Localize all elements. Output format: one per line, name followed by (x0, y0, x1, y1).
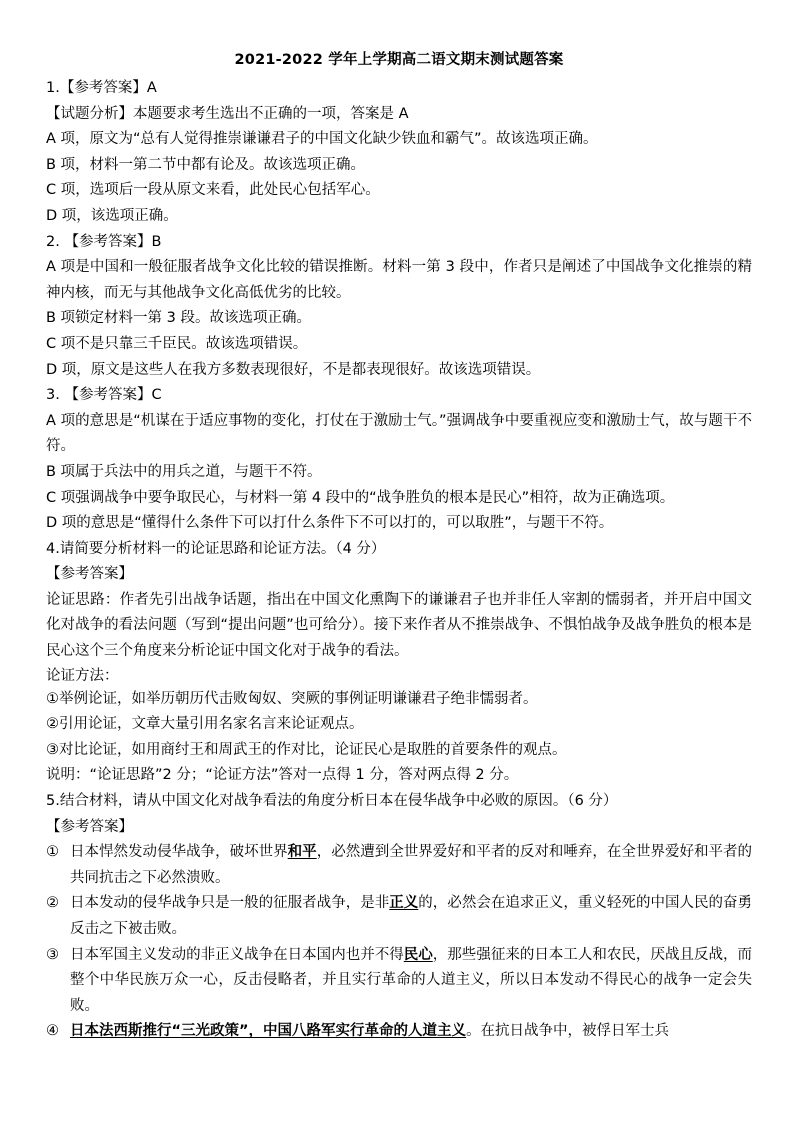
point-text (70, 891, 752, 942)
q5-point-3 (46, 943, 752, 1020)
point-text (70, 840, 752, 891)
q3-option-a: A 项的意思是“机谋在于适应事物的变化，打仗在于激励士气。”强调战争中要重视应变和激励士气，故与题干不符。 (46, 412, 752, 455)
q3-option-c: C 项强调战争中要争取民心，与材料一第 4 段中的“战争胜负的根本是民心”相符，故为正确选项。 (46, 489, 675, 506)
q1-option-d: D 项，该选项正确。 (46, 207, 178, 224)
q2-answer: 2. 【参考答案】B (46, 233, 162, 250)
q3-answer: 3. 【参考答案】C (46, 387, 162, 404)
q5-question: 5.结合材料，请从中国文化对战争看法的角度分析日本在侵华战争中必败的原因。（6 分） (46, 793, 618, 810)
q4-method-3: ③对比论证，如用商纣王和周武王的作对比，论证民心是取胜的首要条件的观点。 (46, 741, 567, 758)
point-text-before: 日本军国主义发动的非正义战争在日本国内也并不得 (70, 946, 404, 963)
q1-answer: 1.【参考答案】A (46, 80, 157, 96)
q5-answer-heading: 【参考答案】 (46, 818, 133, 835)
point-text-after: 的，必然会在追求正义，重义轻死的中国人民的奋勇反击之下被击败。 (70, 895, 753, 937)
q1-analysis: 【试题分析】本题要求考生选出不正确的一项，答案是 A (46, 105, 409, 122)
q2-option-c: C 项不是只靠三千臣民。故该选项错误。 (46, 335, 308, 352)
point-text-after: 。在抗日战争中，被俘日军士兵 (466, 1023, 670, 1040)
q4-scoring-note: 说明：“论证思路”2 分；“论证方法”答对一点得 1 分，答对两点得 2 分。 (46, 767, 519, 784)
point-text (70, 943, 752, 1020)
q3-option-d: D 项的意思是“懂得什么条件下可以打什么条件下不可以打的，可以取胜”，与题干不符。 (46, 515, 614, 532)
q4-argument-structure: 论证思路：作者先引出战争话题，指出在中国文化熏陶下的谦谦君子也并非任人宰割的懦弱者，并开启中国文化对战争的看法问题（写到“提出问题”也可给分）。接下来作者从不推崇战争、不惧怕战争及战争胜负的根本是民心这个三个角度来分析论证中国文化对于战争的看法。 (46, 591, 752, 660)
q4-method-2: ②引用论证，文章大量引用名家名言来论证观点。 (46, 716, 364, 733)
point-keyword: 和平 (287, 844, 317, 861)
q2-option-d: D 项，原文是这些人在我方多数表现很好，不是都表现很好。故该选项错误。 (46, 361, 541, 378)
q4-question: 4.请简要分析材料一的论证思路和论证方法。（4 分） (46, 540, 386, 557)
q4-method-1: ①举例论证，如举历朝历代击败匈奴、突厥的事例证明谦谦君子绝非懦弱者。 (46, 690, 538, 707)
answer-document (46, 50, 752, 1045)
point-number: ② (46, 895, 59, 912)
point-text-after: ，必然遭到全世界爱好和平者的反对和唾弃，在全世界爱好和平者的共同抗击之下必然溃败。 (70, 844, 753, 886)
q1-option-a: A 项，原文为“总有人觉得推崇谦谦君子的中国文化缺少铁血和霸气”。故该选项正确。 (46, 131, 598, 148)
point-text (70, 1019, 752, 1045)
q1-option-c: C 项，选项后一段从原文来看，此处民心包括军心。 (46, 182, 380, 199)
q1-option-b: B 项，材料一第二节中都有论及。故该选项正确。 (46, 156, 366, 173)
q4-answer-heading: 【参考答案】 (46, 566, 133, 583)
point-text-after: ，那些强征来的日本工人和农民，厌战且反战，而整个中华民族万众一心，反击侵略者，并且实行革命的人道主义，所以日本发动不得民心的战争一定会失败。 (70, 946, 753, 1014)
q2-option-a: A 项是中国和一般征服者战争文化比较的错误推断。材料一第 3 段中，作者只是阐述了中国战争文化推崇的精神内核，而无与其他战争文化高低优劣的比较。 (46, 259, 752, 301)
page-title: 2021-2022 学年上学期高二语文期末测试题答案 (234, 52, 564, 68)
point-number: ④ (46, 1023, 59, 1040)
q3-option-b: B 项属于兵法中的用兵之道，与题干不符。 (46, 463, 322, 480)
q5-point-1 (46, 840, 752, 891)
point-number: ③ (46, 946, 59, 963)
q2-option-b: B 项锁定材料一第 3 段。故该选项正确。 (46, 310, 311, 327)
point-keyword: 正义 (389, 895, 419, 912)
q5-point-4 (46, 1019, 752, 1045)
point-text-before: 日本发动的侵华战争只是一般的征服者战争，是非 (70, 895, 390, 912)
point-keyword: 民心 (403, 946, 433, 963)
point-text-before: 日本悍然发动侵华战争，破坏世界 (70, 844, 288, 861)
point-keyword: 日本法西斯推行“三光政策”，中国八路军实行革命的人道主义 (70, 1023, 467, 1040)
q5-point-2 (46, 891, 752, 942)
point-number: ① (46, 844, 59, 861)
q4-methods-heading: 论证方法： (46, 667, 119, 684)
